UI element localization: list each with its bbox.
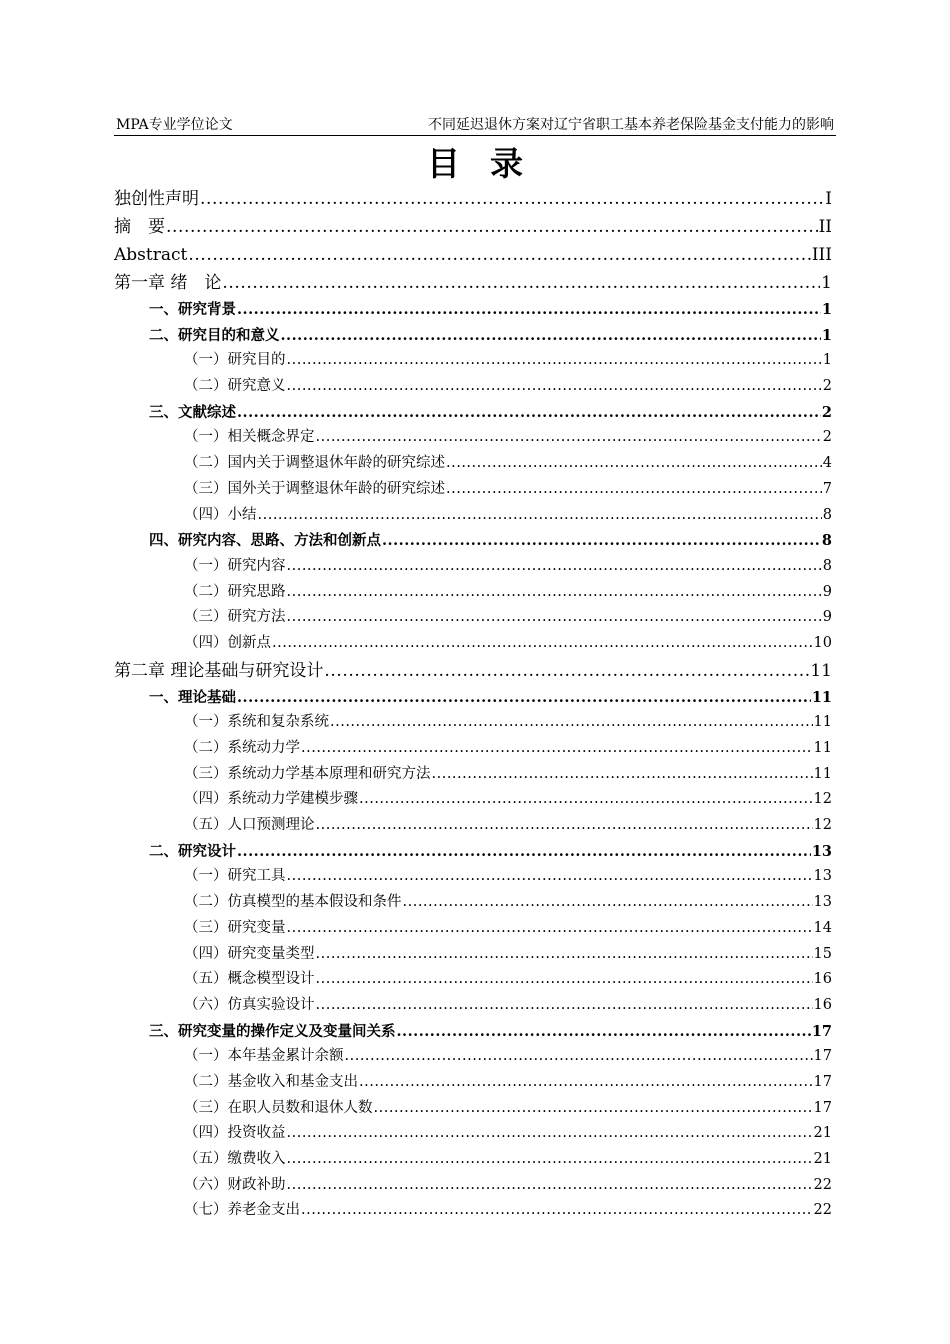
- toc-entry-title: 二、研究设计: [149, 842, 236, 860]
- toc-entry-title: （一）本年基金累计余额: [184, 1048, 344, 1065]
- toc-entry-title: （二）基金收入和基金支出: [184, 1073, 358, 1090]
- toc-entry-page: 11: [813, 765, 832, 782]
- toc-entry-title: （二）研究思路: [184, 583, 286, 600]
- toc-dot-leader: [287, 1147, 813, 1173]
- toc-entry[interactable]: [114, 554, 832, 580]
- toc-entry-page: 13: [813, 894, 832, 911]
- toc-entry[interactable]: [114, 323, 832, 349]
- toc-entry-title: （五）人口预测理论: [184, 817, 315, 834]
- toc-entry-title: （一）研究工具: [184, 868, 286, 885]
- toc-entry[interactable]: [114, 787, 832, 813]
- toc-entry[interactable]: [114, 685, 832, 711]
- toc-entry-page: 14: [813, 919, 832, 936]
- toc-dot-leader: [403, 890, 813, 916]
- toc-entry-page: 11: [811, 688, 832, 706]
- toc-entry-title: （二）系统动力学: [184, 740, 300, 756]
- toc-dot-leader: [287, 605, 822, 631]
- toc-entry[interactable]: [114, 839, 832, 865]
- toc-entry-page: 21: [813, 1151, 832, 1167]
- toc-dot-leader: [345, 1044, 813, 1070]
- toc-dot-leader: [287, 864, 813, 890]
- toc-dot-leader: [287, 580, 822, 606]
- toc-entry[interactable]: [114, 1173, 832, 1199]
- toc-entry-page: 7: [822, 480, 832, 497]
- toc-entry-page: 13: [813, 868, 832, 885]
- toc-entry-page: I: [825, 189, 832, 209]
- page-title: 目录: [427, 144, 553, 183]
- toc-entry-page: 22: [813, 1202, 832, 1219]
- toc-dot-leader: [301, 1198, 813, 1224]
- toc-entry-title: （三）系统动力学基本原理和研究方法: [184, 765, 431, 782]
- header-thesis-type: MPA专业学位论文: [116, 117, 233, 133]
- toc-dot-leader: [237, 297, 821, 323]
- toc-dot-leader: [316, 425, 822, 451]
- toc-entry-page: 12: [813, 791, 832, 808]
- toc-entry[interactable]: [114, 916, 832, 942]
- toc-entry-title: 三、文献综述: [149, 403, 236, 421]
- toc-entry[interactable]: [114, 580, 832, 606]
- toc-dot-leader: [287, 554, 822, 580]
- toc-entry-page: 2: [821, 403, 832, 421]
- toc-entry[interactable]: [114, 813, 832, 839]
- toc-entry-title: 第一章 绪 论: [114, 273, 222, 293]
- toc-entry-title: （一）研究目的: [184, 352, 286, 369]
- toc-entry-title: （四）小结: [184, 506, 257, 523]
- toc-entry[interactable]: [114, 1198, 832, 1224]
- toc-dot-leader: [301, 736, 813, 762]
- toc-entry-title: 一、理论基础: [149, 688, 236, 706]
- toc-entry[interactable]: [114, 400, 832, 426]
- toc-entry-page: 4: [822, 455, 832, 472]
- toc-entry-title: （五）缴费收入: [184, 1151, 286, 1167]
- toc-entry-page: 1: [822, 352, 832, 369]
- toc-dot-leader: [287, 374, 822, 400]
- toc-entry-page: III: [811, 245, 832, 265]
- toc-entry-title: （七）养老金支出: [184, 1202, 300, 1219]
- toc-entry-page: 1: [821, 301, 832, 318]
- table-of-contents: [114, 185, 832, 1224]
- toc-dot-leader: [237, 400, 821, 426]
- toc-entry[interactable]: [114, 1044, 832, 1070]
- toc-dot-leader: [359, 787, 813, 813]
- toc-dot-leader: [188, 241, 811, 269]
- toc-entry[interactable]: [114, 348, 832, 374]
- toc-entry[interactable]: [114, 425, 832, 451]
- toc-entry-title: （三）国外关于调整退休年龄的研究综述: [184, 480, 445, 497]
- toc-dot-leader: [359, 1070, 813, 1096]
- toc-entry[interactable]: [114, 213, 832, 241]
- toc-dot-leader: [287, 916, 813, 942]
- toc-dot-leader: [287, 1173, 813, 1199]
- toc-entry-page: 1: [821, 273, 832, 293]
- toc-entry[interactable]: [114, 762, 832, 788]
- toc-entry-page: 21: [813, 1125, 832, 1142]
- toc-entry-page: 17: [813, 1099, 832, 1116]
- toc-entry-title: （五）概念模型设计: [184, 971, 315, 988]
- toc-dot-leader: [432, 762, 813, 788]
- toc-dot-leader: [287, 1121, 813, 1147]
- toc-entry-title: （四）投资收益: [184, 1125, 286, 1142]
- toc-entry-title: （六）仿真实验设计: [184, 996, 315, 1013]
- toc-entry-page: 10: [813, 634, 832, 651]
- header-thesis-title: 不同延迟退休方案对辽宁省职工基本养老保险基金支付能力的影响: [428, 117, 834, 133]
- toc-dot-leader: [200, 185, 824, 213]
- toc-entry-title: 摘 要: [114, 217, 165, 237]
- toc-dot-leader: [316, 813, 813, 839]
- toc-entry[interactable]: [114, 185, 832, 213]
- toc-entry-page: 11: [813, 740, 832, 756]
- toc-entry-title: （一）相关概念界定: [184, 429, 315, 446]
- toc-entry-page: II: [818, 217, 832, 237]
- toc-entry-title: （二）研究意义: [184, 378, 286, 395]
- toc-dot-leader: [166, 213, 818, 241]
- toc-entry[interactable]: [114, 993, 832, 1019]
- toc-entry-title: 二、研究目的和意义: [149, 326, 280, 344]
- toc-entry[interactable]: [114, 942, 832, 968]
- toc-entry-page: 8: [822, 506, 832, 523]
- toc-entry-title: 独创性声明: [114, 189, 199, 209]
- toc-entry[interactable]: [114, 1121, 832, 1147]
- toc-entry[interactable]: [114, 631, 832, 657]
- toc-dot-leader: [222, 269, 820, 297]
- toc-entry-page: 11: [810, 660, 832, 681]
- toc-entry-title: （四）系统动力学建模步骤: [184, 791, 358, 808]
- toc-entry-title: Abstract: [114, 245, 188, 265]
- toc-entry-page: 15: [813, 945, 832, 962]
- toc-entry-page: 8: [821, 532, 832, 550]
- toc-entry-page: 16: [813, 971, 832, 988]
- toc-entry[interactable]: [114, 1019, 832, 1045]
- toc-entry-page: 17: [811, 1022, 832, 1040]
- toc-entry[interactable]: [114, 269, 832, 297]
- toc-entry-title: （三）在职人员数和退休人数: [184, 1099, 373, 1116]
- toc-entry-page: 2: [822, 429, 832, 446]
- toc-dot-leader: [324, 657, 809, 685]
- toc-entry[interactable]: [114, 605, 832, 631]
- toc-entry[interactable]: [114, 477, 832, 503]
- toc-dot-leader: [316, 942, 813, 968]
- toc-entry[interactable]: [114, 864, 832, 890]
- toc-entry-page: 17: [813, 1048, 832, 1065]
- toc-entry-page: 9: [822, 583, 832, 600]
- toc-dot-leader: [237, 685, 811, 711]
- toc-dot-leader: [281, 323, 821, 349]
- toc-entry[interactable]: [114, 451, 832, 477]
- toc-entry-title: 四、研究内容、思路、方法和创新点: [149, 532, 381, 550]
- toc-entry-page: 8: [822, 557, 832, 574]
- toc-entry-title: 三、研究变量的操作定义及变量间关系: [149, 1022, 396, 1040]
- toc-entry[interactable]: [114, 503, 832, 529]
- toc-entry[interactable]: [114, 710, 832, 736]
- toc-entry[interactable]: [114, 374, 832, 400]
- toc-entry-title: （四）研究变量类型: [184, 945, 315, 962]
- toc-entry[interactable]: [114, 528, 832, 554]
- toc-entry-title: （三）研究方法: [184, 609, 286, 626]
- toc-entry-title: （三）研究变量: [184, 919, 286, 936]
- toc-entry-title: 一、研究背景: [149, 301, 236, 318]
- toc-entry-title: （四）创新点: [184, 634, 271, 651]
- toc-entry-title: （二）仿真模型的基本假设和条件: [184, 894, 402, 911]
- toc-entry[interactable]: [114, 736, 832, 762]
- toc-entry[interactable]: [114, 657, 832, 685]
- toc-entry-page: 17: [813, 1073, 832, 1090]
- toc-entry-title: （一）研究内容: [184, 557, 286, 574]
- toc-entry[interactable]: [114, 890, 832, 916]
- toc-dot-leader: [374, 1096, 813, 1122]
- toc-dot-leader: [382, 528, 821, 554]
- toc-dot-leader: [316, 967, 813, 993]
- toc-dot-leader: [446, 451, 822, 477]
- toc-dot-leader: [397, 1019, 811, 1045]
- toc-entry[interactable]: [114, 1096, 832, 1122]
- toc-dot-leader: [258, 503, 822, 529]
- toc-entry-title: （二）国内关于调整退休年龄的研究综述: [184, 455, 445, 472]
- toc-entry-page: 13: [811, 842, 832, 860]
- toc-dot-leader: [287, 348, 822, 374]
- toc-dot-leader: [446, 477, 822, 503]
- running-header: [114, 113, 836, 136]
- toc-dot-leader: [330, 710, 813, 736]
- toc-dot-leader: [272, 631, 813, 657]
- toc-entry-page: 22: [813, 1176, 832, 1193]
- toc-entry-title: （六）财政补助: [184, 1176, 286, 1193]
- toc-dot-leader: [316, 993, 813, 1019]
- toc-dot-leader: [237, 839, 811, 865]
- toc-entry-page: 11: [813, 714, 832, 731]
- toc-entry-page: 1: [821, 326, 832, 344]
- toc-entry-page: 9: [822, 609, 832, 626]
- toc-entry-title: （一）系统和复杂系统: [184, 714, 329, 731]
- toc-entry[interactable]: [114, 1147, 832, 1173]
- toc-entry[interactable]: [114, 1070, 832, 1096]
- toc-entry[interactable]: [114, 967, 832, 993]
- toc-entry-page: 16: [813, 996, 832, 1013]
- toc-entry-page: 2: [822, 378, 832, 395]
- toc-entry-title: 第二章 理论基础与研究设计: [114, 660, 324, 681]
- toc-entry[interactable]: [114, 297, 832, 323]
- toc-entry[interactable]: [114, 241, 832, 269]
- toc-entry-page: 12: [813, 817, 832, 834]
